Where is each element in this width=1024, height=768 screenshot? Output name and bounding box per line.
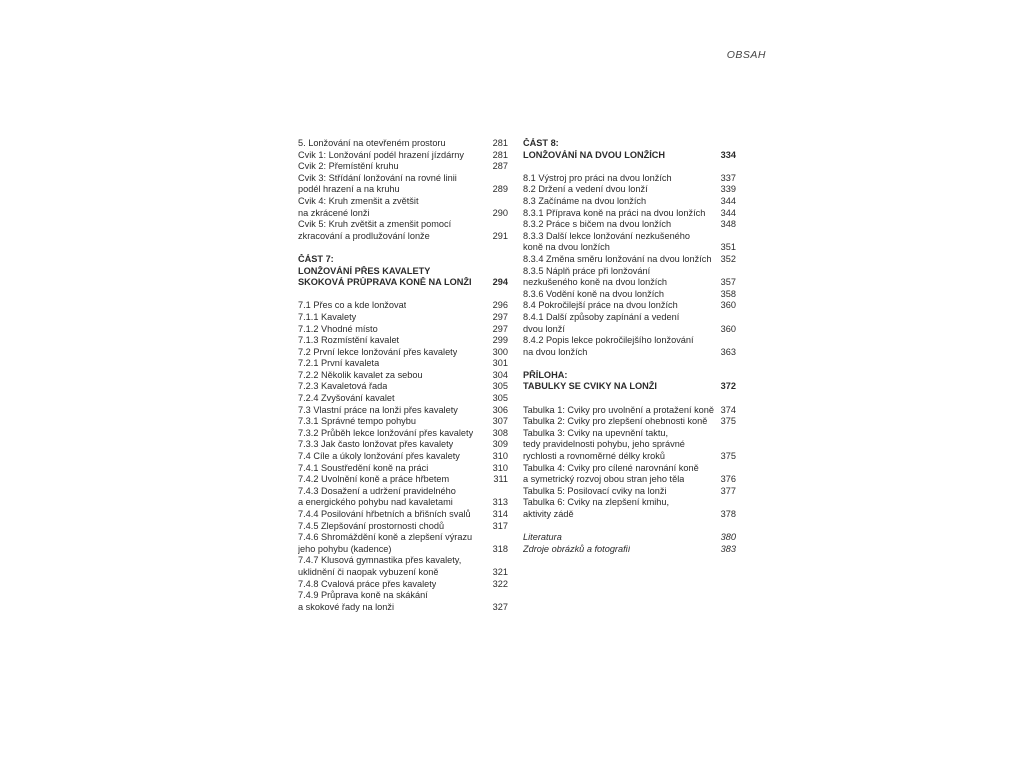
toc-entry-page: 291 <box>492 230 508 241</box>
toc-entry <box>523 312 736 324</box>
toc-entry-page: 306 <box>492 404 508 415</box>
toc-entry-title: Cvik 5: Kruh zvětšit a zmenšit pomocí <box>298 219 452 230</box>
toc-entry <box>523 416 736 428</box>
toc-entry-page: 281 <box>492 149 508 160</box>
toc-entry <box>523 335 736 347</box>
toc-entry-page: 380 <box>720 532 736 543</box>
toc-entry-title: Tabulka 1: Cviky pro uvolnění a protažení koně <box>523 404 715 415</box>
toc-entry-title: dvou lonží <box>523 323 565 334</box>
toc-entry-title: a skokové řady na lonži <box>298 601 395 612</box>
toc-entry-title: LONŽOVÁNÍ PŘES KAVALETY <box>298 265 431 276</box>
toc-entry-page: 348 <box>720 219 736 230</box>
toc-entry <box>298 602 508 614</box>
toc-entry-title: 8.3.2 Práce s bičem na dvou lonžích <box>523 219 672 230</box>
toc-entry <box>298 196 508 208</box>
toc-entry-page: 289 <box>492 184 508 195</box>
toc-entry <box>298 184 508 196</box>
page-header: OBSAH <box>726 49 766 61</box>
toc-entry <box>298 254 508 266</box>
toc-entry-title: 8.2 Držení a vedení dvou lonží <box>523 184 648 195</box>
toc-entry-title: Tabulka 5: Posilovací cviky na lonži <box>523 485 667 496</box>
toc-entry-page: 383 <box>720 543 736 554</box>
toc-entry-page: 296 <box>492 300 508 311</box>
toc-entry-page: 344 <box>720 195 736 206</box>
toc-entry-page: 304 <box>492 369 508 380</box>
toc-entry-page: 363 <box>720 346 736 357</box>
toc-entry <box>298 497 508 509</box>
toc-entry <box>523 231 736 243</box>
toc-entry <box>298 405 508 417</box>
toc-entry <box>298 358 508 370</box>
toc-entry-title: 7.4.6 Shromáždění koně a zlepšení výrazu <box>298 532 473 543</box>
toc-entry-title: jeho pohybu (kadence) <box>298 543 392 554</box>
toc-entry <box>523 486 736 498</box>
toc-entry-title: Cvik 1: Lonžování podél hrazení jízdárny <box>298 149 464 160</box>
toc-entry-page: 281 <box>492 138 508 148</box>
toc-entry <box>523 242 736 254</box>
toc-entry-title: a symetrický rozvoj obou stran jeho těla <box>523 474 685 485</box>
toc-entry <box>298 555 508 567</box>
toc-entry-title: 8.1 Výstroj pro práci na dvou lonžích <box>523 172 672 183</box>
toc-entry <box>523 532 736 544</box>
toc-entry-title: 8.4.2 Popis lekce pokročilejšího lonžování <box>523 335 694 346</box>
toc-entry <box>298 208 508 220</box>
toc-entry-page: 297 <box>492 311 508 322</box>
toc-entry <box>298 138 508 150</box>
toc-entry <box>298 439 508 451</box>
toc-entry-title: Literatura <box>523 532 562 543</box>
toc-entry-title: 8.3 Začínáme na dvou lonžích <box>523 195 647 206</box>
toc-entry <box>298 579 508 591</box>
toc-entry <box>298 486 508 498</box>
toc-entry-title: Tabulka 3: Cviky na upevnění taktu, <box>523 427 669 438</box>
toc-entry-title: TABULKY SE CVIKY NA LONŽI <box>523 381 657 392</box>
toc-spacer <box>523 358 736 370</box>
toc-entry-page: 317 <box>492 520 508 531</box>
toc-entry-page: 313 <box>492 497 508 508</box>
toc-entry-title: aktivity zádě <box>523 509 574 519</box>
toc-entry <box>523 266 736 278</box>
toc-entry-title: Tabulka 6: Cviky na zlepšení kmihu, <box>523 497 670 508</box>
toc-entry-title: 7.4.4 Posilování hřbetních a břišních svalů <box>298 509 471 519</box>
toc-entry-page: 321 <box>492 566 508 577</box>
toc-spacer <box>523 521 736 533</box>
toc-entry-page: 314 <box>492 509 508 519</box>
toc-entry-title: 7.2.2 Několik kavalet za sebou <box>298 369 423 380</box>
toc-entry-title: Tabulka 4: Cviky pro cílené narovnání koně <box>523 462 699 473</box>
toc-entry-title: 7.4.7 Klusová gymnastika přes kavalety, <box>298 555 462 566</box>
toc-entry-page: 339 <box>720 184 736 195</box>
toc-entry-page: 375 <box>720 416 736 427</box>
toc-entry-title: 7.2 První lekce lonžování přes kavalety <box>298 346 458 357</box>
toc-entry <box>298 474 508 486</box>
toc-entry <box>298 590 508 602</box>
toc-entry <box>523 381 736 393</box>
toc-entry-page: 310 <box>492 462 508 473</box>
toc-entry <box>298 219 508 231</box>
toc-entry-page: 352 <box>720 253 736 264</box>
toc-entry-page: 351 <box>720 242 736 253</box>
toc-entry-title: uklidnění či naopak vybuzení koně <box>298 566 439 577</box>
toc-entry-title: 7.3.1 Správné tempo pohybu <box>298 416 416 427</box>
toc-entry-title: 7.1.2 Vhodné místo <box>298 323 378 334</box>
toc-entry-page: 305 <box>492 393 508 404</box>
toc-entry <box>298 300 508 312</box>
toc-entry <box>523 254 736 266</box>
toc-entry-page: 358 <box>720 288 736 299</box>
toc-entry <box>523 370 736 382</box>
toc-entry-page: 377 <box>720 485 736 496</box>
toc-entry <box>523 497 736 509</box>
toc-entry-title: SKOKOVÁ PRŮPRAVA KONĚ NA LONŽI <box>298 277 472 288</box>
toc-entry <box>298 150 508 162</box>
toc-entry <box>523 289 736 301</box>
toc-entry <box>298 544 508 556</box>
toc-spacer <box>523 161 736 173</box>
toc-entry-title: 7.2.4 Zvyšování kavalet <box>298 393 395 404</box>
toc-entry-title: 7.4.8 Cvalová práce přes kavalety <box>298 578 437 589</box>
toc-entry <box>298 161 508 173</box>
toc-entry-page: 299 <box>492 335 508 346</box>
toc-entry <box>523 150 736 162</box>
toc-entry-title: PŘÍLOHA: <box>523 369 568 380</box>
toc-entry-page: 290 <box>492 207 508 218</box>
toc-entry <box>523 439 736 451</box>
toc-entry <box>523 184 736 196</box>
toc-entry <box>523 196 736 208</box>
toc-entry <box>523 277 736 289</box>
toc-entry-title: 8.4 Pokročilejší práce na dvou lonžích <box>523 300 678 311</box>
toc-entry <box>523 347 736 359</box>
toc-entry-title: a energického pohybu nad kavaletami <box>298 497 453 508</box>
toc-entry <box>298 381 508 393</box>
toc-entry-page: 374 <box>720 404 736 415</box>
toc-entry-page: 322 <box>492 578 508 589</box>
toc-entry-page: 334 <box>720 149 736 160</box>
toc-spacer <box>298 289 508 301</box>
toc-entry-page: 310 <box>492 451 508 462</box>
toc-entry-title: 7.4.3 Dosažení a udržení pravidelného <box>298 485 456 496</box>
toc-entry-page: 307 <box>492 416 508 427</box>
toc-entry-title: 7.2.1 První kavaleta <box>298 358 380 369</box>
toc-entry-title: 7.4.2 Uvolnění koně a práce hřbetem <box>298 474 450 485</box>
toc-entry-page: 360 <box>720 323 736 334</box>
toc-entry-title: podél hrazení a na kruhu <box>298 184 400 195</box>
toc-entry-page: 360 <box>720 300 736 311</box>
toc-spacer <box>298 242 508 254</box>
toc-entry-title: 7.1.1 Kavalety <box>298 311 357 322</box>
toc-entry-title: 7.4.1 Soustředění koně na práci <box>298 462 429 473</box>
toc-entry-title: 8.4.1 Další způsoby zapínání a vedení <box>523 311 680 322</box>
toc-entry <box>523 138 736 150</box>
toc-entry-title: nezkušeného koně na dvou lonžích <box>523 277 668 288</box>
toc-entry <box>523 451 736 463</box>
toc-entry-title: 7.4.9 Průprava koně na skákání <box>298 590 428 601</box>
toc-entry <box>298 277 508 289</box>
toc-entry <box>523 208 736 220</box>
toc-entry <box>298 416 508 428</box>
toc-entry-title: Cvik 2: Přemístění kruhu <box>298 161 399 172</box>
toc-entry <box>523 324 736 336</box>
toc-left-column <box>298 138 508 613</box>
toc-entry-title: koně na dvou lonžích <box>523 242 610 253</box>
toc-entry <box>298 428 508 440</box>
toc-spacer <box>523 393 736 405</box>
toc-entry-title: 7.3.2 Průběh lekce lonžování přes kavalety <box>298 427 474 438</box>
toc-entry-page: 287 <box>492 161 508 172</box>
toc-entry-page: 305 <box>492 381 508 392</box>
toc-entry <box>298 567 508 579</box>
toc-entry <box>298 463 508 475</box>
toc-entry-page: 357 <box>720 277 736 288</box>
toc-entry <box>298 347 508 359</box>
toc-entry <box>298 312 508 324</box>
toc-entry-page: 300 <box>492 346 508 357</box>
toc-entry <box>298 521 508 533</box>
toc-entry-title: rychlosti a rovnoměrné délky kroků <box>523 451 665 462</box>
toc-entry-title: 7.1 Přes co a kde lonžovat <box>298 300 407 311</box>
toc-entry-title: 8.3.3 Další lekce lonžování nezkušeného <box>523 230 691 241</box>
toc-entry-title: na dvou lonžích <box>523 346 588 357</box>
toc-entry <box>523 300 736 312</box>
toc-entry <box>523 405 736 417</box>
toc-entry-title: 8.3.5 Náplň práce při lonžování <box>523 265 651 276</box>
toc-entry <box>523 509 736 521</box>
toc-entry-page: 301 <box>492 358 508 369</box>
toc-entry-title: 7.2.3 Kavaletová řada <box>298 381 388 392</box>
toc-entry-title: ČÁST 7: <box>298 253 334 264</box>
toc-right-column <box>523 138 736 555</box>
toc-entry-title: Cvik 3: Střídání lonžování na rovné linii <box>298 172 457 183</box>
toc-entry-title: 7.3.3 Jak často lonžovat přes kavalety <box>298 439 454 450</box>
toc-entry-title: 7.3 Vlastní práce na lonži přes kavalety <box>298 404 458 415</box>
toc-entry-page: 378 <box>720 509 736 519</box>
toc-entry-title: Zdroje obrázků a fotografií <box>523 543 631 554</box>
toc-entry-page: 294 <box>492 277 508 288</box>
toc-entry-title: na zkrácené lonži <box>298 207 370 218</box>
toc-entry-title: LONŽOVÁNÍ NA DVOU LONŽÍCH <box>523 149 666 160</box>
toc-entry <box>298 370 508 382</box>
toc-entry <box>298 266 508 278</box>
toc-entry-title: 7.4 Cíle a úkoly lonžování přes kavalety <box>298 451 460 462</box>
toc-entry-title: ČÁST 8: <box>523 138 559 148</box>
toc-entry <box>523 474 736 486</box>
toc-entry <box>298 324 508 336</box>
toc-entry <box>298 451 508 463</box>
toc-entry-page: 297 <box>492 323 508 334</box>
toc-entry <box>298 393 508 405</box>
toc-entry <box>523 428 736 440</box>
toc-entry <box>298 173 508 185</box>
toc-entry-title: tedy pravidelnosti pohybu, jeho správné <box>523 439 685 450</box>
toc-entry-page: 375 <box>720 451 736 462</box>
toc-entry <box>523 219 736 231</box>
toc-entry-title: 5. Lonžování na otevřeném prostoru <box>298 138 446 148</box>
toc-entry-page: 337 <box>720 172 736 183</box>
toc-entry <box>298 532 508 544</box>
toc-entry-page: 376 <box>720 474 736 485</box>
toc-entry-page: 308 <box>492 427 508 438</box>
toc-entry-title: 7.4.5 Zlepšování prostornosti chodů <box>298 520 445 531</box>
toc-entry-title: 8.3.1 Příprava koně na práci na dvou lonžích <box>523 207 706 218</box>
toc-entry <box>298 231 508 243</box>
toc-entry-title: Cvik 4: Kruh zmenšit a zvětšit <box>298 195 419 206</box>
toc-entry-title: 8.3.4 Změna směru lonžování na dvou lonžích <box>523 253 712 264</box>
toc-entry <box>523 173 736 185</box>
toc-entry <box>523 544 736 556</box>
toc-entry-title: Tabulka 2: Cviky pro zlepšení ohebnosti koně <box>523 416 708 427</box>
toc-entry-page: 309 <box>492 439 508 450</box>
toc-entry <box>298 509 508 521</box>
toc-entry <box>523 463 736 475</box>
toc-entry-page: 311 <box>493 474 508 485</box>
toc-entry-title: zkracování a prodlužování lonže <box>298 230 430 241</box>
toc-entry-page: 344 <box>720 207 736 218</box>
toc-entry-title: 7.1.3 Rozmístění kavalet <box>298 335 400 346</box>
toc-entry-page: 318 <box>492 543 508 554</box>
toc-entry-page: 327 <box>492 601 508 612</box>
toc-entry-page: 372 <box>720 381 736 392</box>
toc-entry-title: 8.3.6 Vodění koně na dvou lonžích <box>523 288 664 299</box>
toc-entry <box>298 335 508 347</box>
